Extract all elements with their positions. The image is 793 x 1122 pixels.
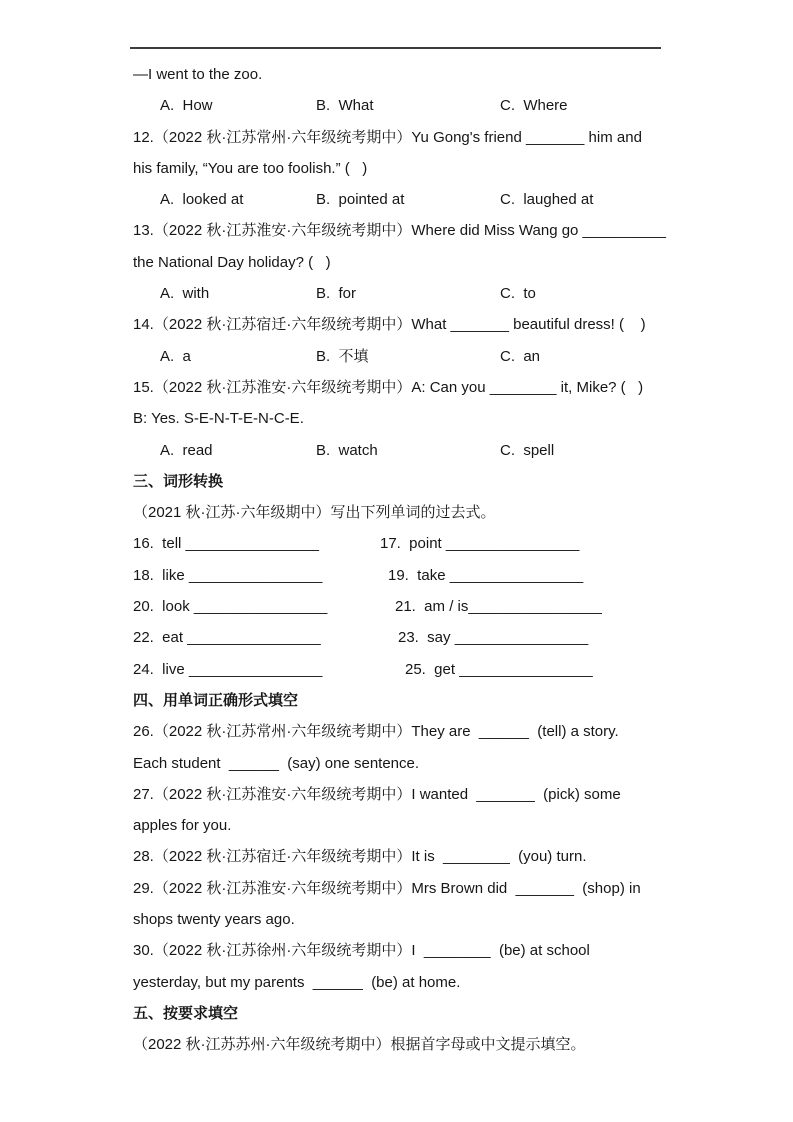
worksheet-content: [133, 59, 665, 1061]
q11-option-b: B. What: [316, 97, 374, 115]
q27-line-1: 27.（2022 秋·江苏淮安·六年级统考期中）I wanted _______ (pick) some: [133, 785, 621, 803]
q15-stem-line-1: 15.（2022 秋·江苏淮安·六年级统考期中）A: Can you ________ it, Mike? ( ): [133, 378, 644, 396]
section-4-heading: 四、用单词正确形式填空: [133, 691, 299, 709]
q26-line-1: 26.（2022 秋·江苏常州·六年级统考期中）They are ______ (tell) a story.: [133, 723, 619, 741]
q14-stem-line-1: 14.（2022 秋·江苏宿迁·六年级统考期中）What _______ beautiful dress! ( ): [133, 316, 646, 334]
section-5-heading: 五、按要求填空: [133, 1004, 239, 1022]
wordform-item-22: 22. eat ________________: [133, 629, 321, 647]
wordform-row-16-17: [133, 528, 665, 559]
q14-option-a: A. a: [160, 347, 191, 365]
q13-stem-line-1: 13.（2022 秋·江苏淮安·六年级统考期中）Where did Miss Wang go __________: [133, 222, 666, 240]
wordform-item-18: 18. like ________________: [133, 566, 323, 584]
wordform-item-16: 16. tell ________________: [133, 535, 320, 553]
q11-option-c: C. Where: [500, 97, 568, 115]
q11-answer-line: —I went to the zoo.: [133, 66, 263, 83]
q13-options-row: [133, 278, 665, 309]
q15-option-c: C. spell: [500, 441, 555, 459]
wordform-row-22-23: [133, 622, 665, 653]
section-5-intro: （2022 秋·江苏苏州·六年级统考期中）根据首字母或中文提示填空。: [133, 1036, 586, 1054]
wordform-row-24-25: [133, 654, 665, 685]
q30-line-2: yesterday, but my parents ______ (be) at home.: [133, 973, 461, 991]
wordform-item-19: 19. take ________________: [388, 566, 584, 584]
q12-options-row: [133, 184, 665, 215]
wordform-row-18-19: [133, 560, 665, 591]
q15-options-row: [133, 435, 665, 466]
q29-line-1: 29.（2022 秋·江苏淮安·六年级统考期中）Mrs Brown did _______ (shop) in: [133, 879, 641, 897]
q11-option-a: A. How: [160, 97, 213, 115]
q28-line-1: 28.（2022 秋·江苏宿迁·六年级统考期中）It is ________ (you) turn.: [133, 848, 587, 866]
q15-option-b: B. watch: [316, 441, 378, 459]
q12-option-a: A. looked at: [160, 191, 244, 209]
q30-line-1: 30.（2022 秋·江苏徐州·六年级统考期中）I ________ (be) at school: [133, 942, 590, 960]
section-3-heading: 三、词形转换: [133, 472, 224, 490]
q13-stem-line-2: the National Day holiday? ( ): [133, 253, 331, 271]
q12-stem-line-2: his family, “You are too foolish.” ( ): [133, 159, 368, 177]
q29-line-2: shops twenty years ago.: [133, 911, 295, 929]
q13-option-a: A. with: [160, 285, 210, 303]
q14-option-b: B. 不填: [316, 347, 369, 365]
wordform-item-21: 21. am / is________________: [395, 598, 602, 616]
q14-option-c: C. an: [500, 347, 541, 365]
q13-option-b: B. for: [316, 285, 357, 303]
wordform-item-23: 23. say ________________: [398, 629, 589, 647]
section-3-intro: （2021 秋·江苏·六年级期中）写出下列单词的过去式。: [133, 504, 496, 522]
q13-option-c: C. to: [500, 285, 536, 303]
q15-option-a: A. read: [160, 441, 213, 459]
q12-stem-line-1: 12.（2022 秋·江苏常州·六年级统考期中）Yu Gong's friend _______ him and: [133, 128, 642, 146]
q12-option-c: C. laughed at: [500, 191, 594, 209]
q27-line-2: apples for you.: [133, 817, 232, 835]
q12-option-b: B. pointed at: [316, 191, 405, 209]
wordform-item-17: 17. point ________________: [380, 535, 580, 553]
wordform-item-25: 25. get ________________: [405, 660, 593, 678]
q11-options-row: [133, 90, 665, 121]
q14-options-row: [133, 341, 665, 372]
wordform-row-20-21: [133, 591, 665, 622]
header-divider-line: [130, 47, 661, 49]
q26-line-2: Each student ______ (say) one sentence.: [133, 754, 420, 772]
wordform-item-20: 20. look ________________: [133, 598, 328, 616]
wordform-item-24: 24. live ________________: [133, 660, 323, 678]
q15-stem-line-2: B: Yes. S-E-N-T-E-N-C-E.: [133, 410, 304, 428]
